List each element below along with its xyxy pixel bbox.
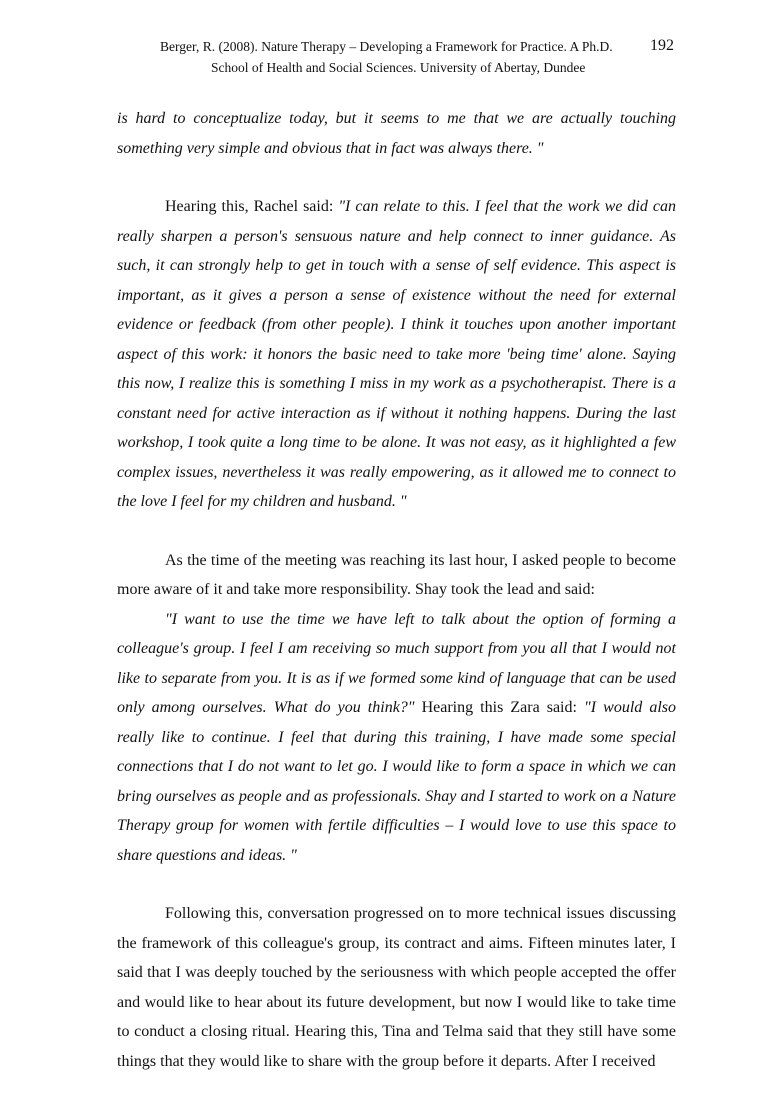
paragraph-shay-zara xyxy=(117,605,676,871)
paragraph-continued-quote xyxy=(117,104,676,163)
paragraph-intro: Hearing this, Rachel said: xyxy=(165,198,339,215)
paragraph-mid-text: Hearing this Zara said: xyxy=(414,699,585,716)
quote-text-zara: "I would also really like to continue. I feel that during this training, I have made some special connections that I do not want to let go. I would like to form a space in which we can bring ourselves as people and as professionals. Shay and I started to work on a Nature Therapy group for women with fertile difficulties – I would love to use this space to share questions and ideas. " xyxy=(117,699,676,864)
quote-text-shay: "I want to use the time we have left to talk about the option of forming a colleague's group. I feel I am receiving so much support from you all that I would not like to separate from you. It is as if we formed some kind of language that can be used only among ourselves. What do you think?" xyxy=(117,610,676,716)
institution-header: School of Health and Social Sciences. University of Abertay, Dundee xyxy=(211,60,586,75)
quote-text: "I can relate to this. I feel that the work we did can really sharpen a person's sensuous nature and help connect to inner guidance. As such, it can strongly help to get in touch with a sense of self evidence. This aspect is important, as it gives a person a sense of existence without the need for external evidence or feedback (from other people). I think it touches upon another important aspect of this work: it honors the basic need to take more 'being time' alone. Saying this now, I realize this is something I miss in my work as a psychotherapist. There is a constant need for active interaction as if without it nothing happens. During the last workshop, I took quite a long time to be alone. It was not easy, as it highlighted a few complex issues, nevertheless it was really empowering, as it allowed me to connect to the love I feel for my children and husband. " xyxy=(117,198,676,510)
page-number: 192 xyxy=(650,37,674,54)
paragraph-text: Following this, conversation progressed on to more technical issues discussing the framework of this colleague's group, its contract and aims. Fifteen minutes later, I said that I was deeply touched by the seriousness with which people accepted the offer and would like to hear about its future development, but now I would like to take time to conduct a closing ritual. Hearing this, Tina and Telma said that they still have some things that they would like to share with the group before it departs. After I received xyxy=(117,905,676,1070)
paragraph-text: As the time of the meeting was reaching its last hour, I asked people to become more aware of it and take more responsibility. Shay took the lead and said: xyxy=(117,551,676,598)
document-body xyxy=(117,104,676,1076)
paragraph-rachel xyxy=(117,192,676,517)
paragraph-meeting-last-hour xyxy=(117,546,676,605)
paragraph-following xyxy=(117,899,676,1076)
citation-header: Berger, R. (2008). Nature Therapy – Developing a Framework for Practice. A Ph.D. xyxy=(160,39,613,54)
quote-text: is hard to conceptualize today, but it seems to me that we are actually touching something very simple and obvious that in fact was always there. " xyxy=(117,110,676,157)
